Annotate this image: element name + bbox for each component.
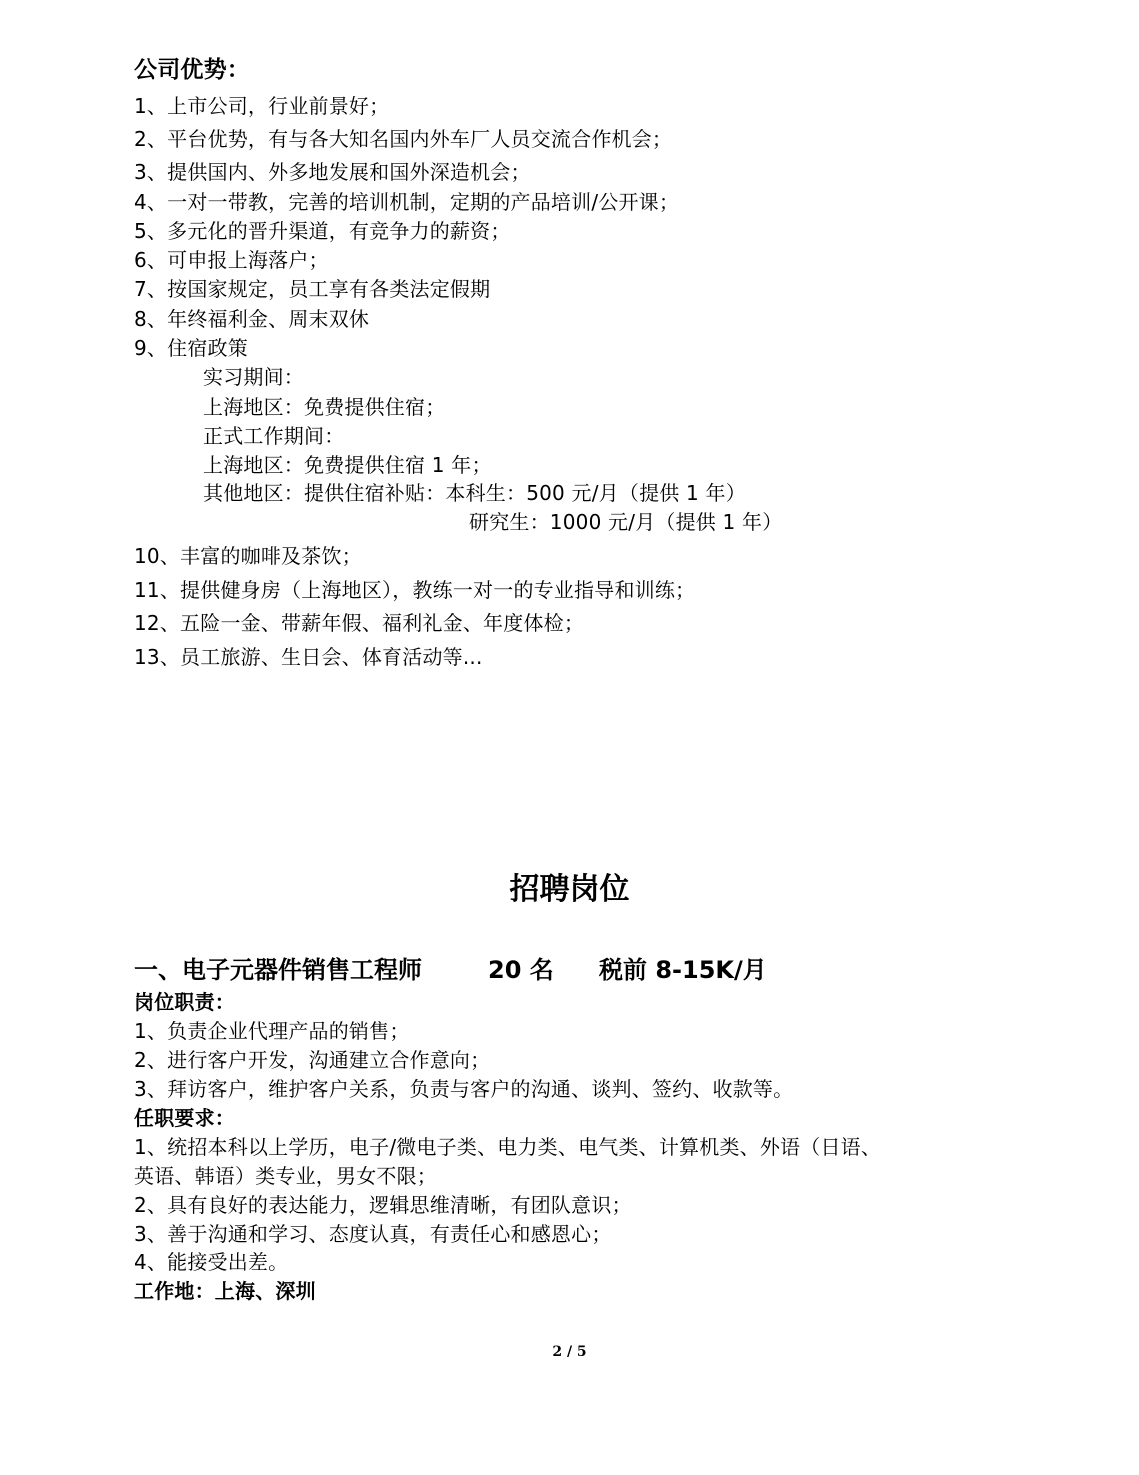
requirement-item: 2、具有良好的表达能力，逻辑思维清晰，有团队意识；	[134, 1193, 632, 1217]
job-count: 20 名	[488, 956, 554, 984]
housing-formal-shanghai: 上海地区：免费提供住宿 1 年；	[203, 453, 492, 477]
requirements-heading: 任职要求：	[134, 1106, 235, 1130]
page-number: 2 / 5	[552, 1344, 587, 1360]
advantage-item: 3、提供国内、外多地发展和国外深造机会；	[134, 160, 531, 184]
requirement-item: 3、善于沟通和学习、态度认真，有责任心和感恩心；	[134, 1222, 612, 1246]
positions-title: 招聘岗位	[509, 872, 630, 907]
work-location: 工作地：上海、深圳	[134, 1279, 316, 1303]
duties-heading: 岗位职责：	[134, 990, 235, 1014]
advantage-item: 4、一对一带教，完善的培训机制，定期的产品培训/公开课；	[134, 190, 680, 214]
advantages-heading: 公司优势：	[134, 57, 250, 83]
advantage-item: 10、丰富的咖啡及茶饮；	[134, 544, 362, 568]
advantage-item: 11、提供健身房（上海地区），教练一对一的专业指导和训练；	[134, 578, 696, 602]
advantage-item: 6、可申报上海落户；	[134, 248, 329, 272]
requirement-item: 1、统招本科以上学历，电子/微电子类、电力类、电气类、计算机类、外语（日语、	[134, 1135, 882, 1159]
advantage-item: 5、多元化的晋升渠道，有竞争力的薪资；	[134, 219, 511, 243]
requirement-item: 英语、韩语）类专业，男女不限；	[134, 1164, 437, 1188]
advantage-item: 8、年终福利金、周末双休	[134, 307, 370, 331]
requirement-item: 4、能接受出差。	[134, 1250, 289, 1274]
job-salary: 税前 8-15K/月	[599, 956, 767, 984]
advantage-item: 2、平台优势，有与各大知名国内外车厂人员交流合作机会；	[134, 127, 673, 151]
advantage-item: 9、住宿政策	[134, 336, 248, 360]
duty-item: 1、负责企业代理产品的销售；	[134, 1019, 410, 1043]
job-name: 一、电子元器件销售工程师	[134, 956, 422, 984]
advantage-item: 12、五险一金、带薪年假、福利礼金、年度体检；	[134, 611, 585, 635]
duty-item: 2、进行客户开发，沟通建立合作意向；	[134, 1048, 491, 1072]
housing-formal-other: 其他地区：提供住宿补贴：本科生：500 元/月（提供 1 年）	[203, 481, 746, 505]
advantage-item: 1、上市公司，行业前景好；	[134, 94, 390, 118]
housing-formal-label: 正式工作期间：	[203, 424, 345, 448]
duty-item: 3、拜访客户，维护客户关系，负责与客户的沟通、谈判、签约、收款等。	[134, 1077, 794, 1101]
housing-formal-other-grad: 研究生：1000 元/月（提供 1 年）	[469, 510, 783, 534]
advantage-item: 7、按国家规定，员工享有各类法定假期	[134, 277, 491, 301]
job-title-row	[134, 955, 834, 985]
housing-intern-label: 实习期间：	[203, 365, 304, 389]
housing-intern-shanghai: 上海地区：免费提供住宿；	[203, 395, 446, 419]
advantage-item: 13、员工旅游、生日会、体育活动等...	[134, 645, 483, 669]
